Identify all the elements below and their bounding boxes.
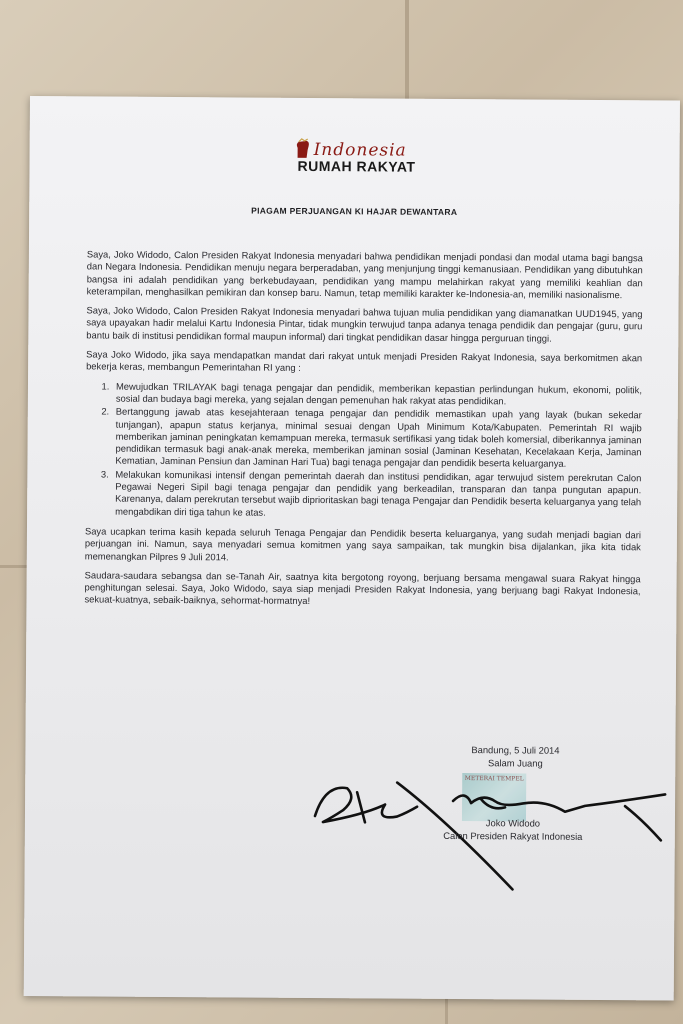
document-body bbox=[84, 248, 643, 617]
signatory-name: Joko Widodo bbox=[485, 817, 541, 829]
revenue-stamp bbox=[462, 773, 526, 821]
stamp-label: METERAI TEMPEL bbox=[464, 775, 524, 783]
document-title: PIAGAM PERJUANGAN KI HAJAR DEWANTARA bbox=[251, 205, 458, 217]
floor-tile-seam bbox=[0, 565, 30, 568]
commitment-list bbox=[85, 380, 642, 521]
floor-tile-seam bbox=[405, 0, 409, 100]
paragraph: Saya, Joko Widodo, Calon Presiden Rakyat Indonesia menyadari bahwa tujuan mulia pendidikan yang diamanatkan UUD1945, yang saya upayakan hadir melalui Kartu Indonesia Pintar, tidak mungkin terwujud tanpa adanya tenaga pendidik dan pengajar (guru, guru bantu baik di institusi pendidikan formal maupun informal) dari tingkat pendidikan dasar hingga perguruan tinggi. bbox=[86, 304, 643, 344]
letter-paper bbox=[24, 96, 680, 1001]
paragraph: Saya ucapkan terima kasih kepada seluruh Tenaga Pengajar dan Pendidik beserta keluarganya, yang sudah menjadi bagian dari perjuangan ini. Namun, saya menyadari semua komitmen yang saya sampaikan, tak mungkin bisa dijalankan, jika kita tidak memenangkan Pilpres 9 Juli 2014. bbox=[84, 525, 641, 562]
paragraph: Saudara-saudara sebangsa dan se-Tanah Air, saatnya kita bergotong royong, berjuang bersama mengawal suara Rakyat hingga penghitungan selesai. Saya, Joko Widodo, saya siap menjadi Presiden Rakyat Indonesia, yang berjuang bagi Rakyat Indonesia, sekuat-kuatnya, sebaik-baiknya, sehormat-hormatnya! bbox=[84, 569, 641, 607]
signatory-block bbox=[413, 817, 613, 843]
raised-fist-icon bbox=[294, 138, 312, 158]
list-item: 3. Melakukan komunikasi intensif dengan pemerintah daerah dan institusi pendidikan, agar terwujud sistem perekrutan Calon Pegawai Negeri Sipil bagi tenaga pengajar dan pendidik yang berkeadilan, transparan dan tanpa pungutan apapun. Karenanya, dalam perekrutan tersebut wajib diprioritaskan bagi tenaga Pengajar dan Pendidik beserta keluarganya yang telah mengabdikan diri tiga tahun ke atas. bbox=[111, 468, 641, 521]
place-date: Bandung, 5 Juli 2014 bbox=[471, 744, 560, 756]
logo-main-text: RUMAH RAKYAT bbox=[297, 157, 416, 175]
paragraph: Saya Joko Widodo, jika saya mendapatkan mandat dari rakyat untuk menjadi Presiden Rakyat Indonesia, saya berkomitmen akan bekerja keras, membangun Pemerintahan RI yang : bbox=[86, 348, 643, 374]
list-item: 2. Bertanggung jawab atas kesejahteraan tenaga pengajar dan pendidik memastikan upah yang layak (bukan sekedar tunjangan), apapun status kerjanya, minimal sesuai dengan Upah Minimum Kota/Kabupaten. Pemerintah RI wajib memberikan jaminan peningkatan kemampuan mereka, termasuk sertifikasi yang tidak boleh komersial, diberikannya jaminan pendidikan termasuk bagi anak-anak mereka, memberikan jaminan sosial (Jaminan Kesehatan, Kecelakaan Kerja, Jaminan Kematian, Jaminan Pensiun dan Jaminan Hari Tua) bagi tenaga pengajar dan pendidik beserta keluarganya. bbox=[111, 406, 641, 471]
salutation: Salam Juang bbox=[487, 756, 543, 769]
signoff-header bbox=[415, 744, 615, 770]
letterhead-logo bbox=[293, 136, 453, 181]
signatory-position: Calon Presiden Rakyat Indonesia bbox=[443, 829, 583, 842]
list-item: 1. Mewujudkan TRILAYAK bagi tenaga pengajar dan pendidik, memberikan kepastian perlindungan hukum, ekonomi, politik, sosial dan budaya bagi mereka, yang sejalan dengan pemenuhan hak rakyat atas pendidikan. bbox=[112, 380, 642, 408]
logo-script-text: Indonesia bbox=[313, 139, 407, 161]
paragraph: Saya, Joko Widodo, Calon Presiden Rakyat Indonesia menyadari bahwa pendidikan menjadi pondasi dan modal utama bagi bangsa dan Negara Indonesia. Pendidikan menuju negara berperadaban, yang menjunjung tinggi kemanusiaan. Pendidikan yang dibutuhkan bangsa ini adalah pendidikan yang berkebudayaan, pendidikan yang mampu melahirkan rakyat yang memiliki keahlian dan keterampilan, menghasilkan pemikiran dan konsep baru. Namun, tetap memiliki karakter ke-Indonesia-an, memiliki nasionalisme. bbox=[86, 248, 643, 301]
